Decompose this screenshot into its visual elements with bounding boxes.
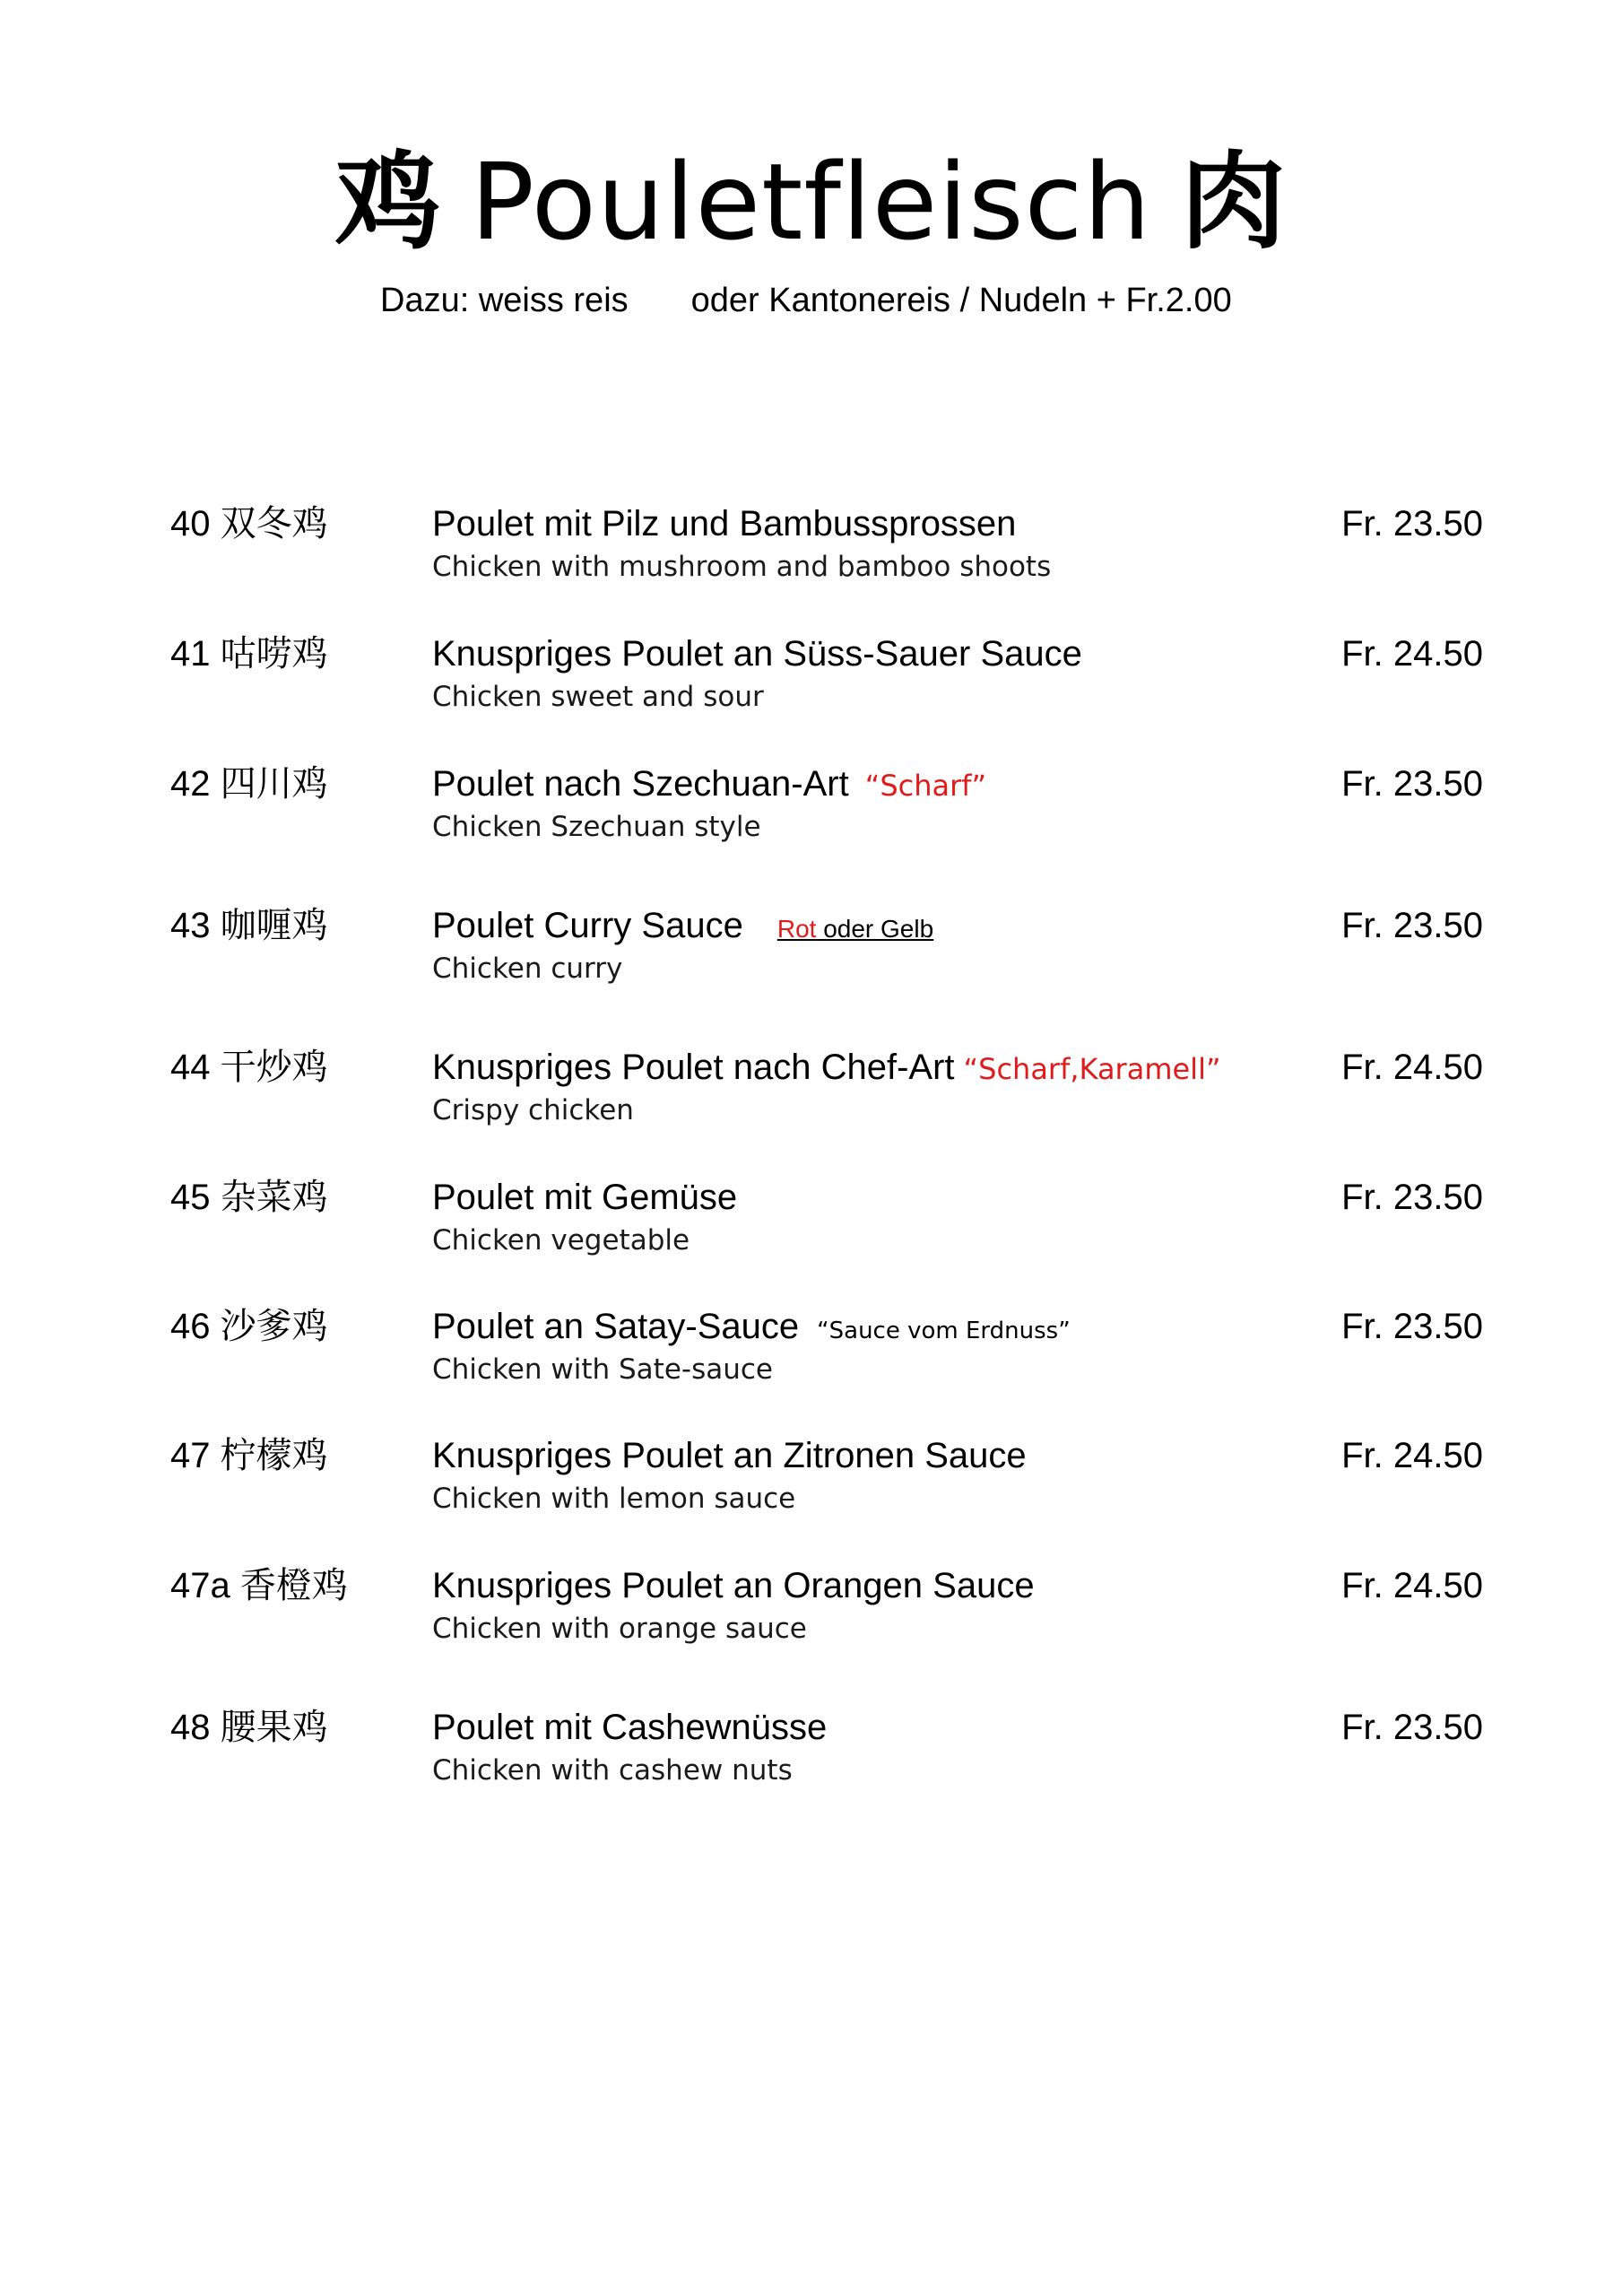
item-price: Fr. 24.50 bbox=[1341, 1436, 1483, 1475]
item-name-german: Knuspriges Poulet an Zitronen Sauce bbox=[432, 1436, 1027, 1475]
item-number: 43 咖喱鸡 bbox=[170, 906, 328, 945]
item-name-german bbox=[432, 761, 986, 809]
subtitle-rice: Dazu: weiss reis bbox=[380, 282, 629, 319]
item-name-english: Crispy chicken bbox=[432, 1094, 634, 1126]
item-number: 46 沙爹鸡 bbox=[170, 1307, 328, 1346]
spicy-note: “Scharf,Karamell” bbox=[963, 1052, 1221, 1086]
item-price: Fr. 23.50 bbox=[1341, 1178, 1483, 1217]
title-chinese-meat: 肉 bbox=[1180, 140, 1288, 264]
item-number: 47 柠檬鸡 bbox=[170, 1436, 328, 1475]
item-price: Fr. 24.50 bbox=[1341, 1566, 1483, 1605]
item-name-german bbox=[432, 1044, 1221, 1092]
item-price: Fr. 23.50 bbox=[1341, 1307, 1483, 1346]
menu-item bbox=[0, 1303, 1622, 1402]
item-number: 44 干炒鸡 bbox=[170, 1048, 328, 1087]
item-name-english: Chicken with orange sauce bbox=[432, 1613, 807, 1645]
menu-item bbox=[0, 631, 1622, 729]
page-title bbox=[335, 135, 1287, 269]
item-name-english: Chicken with Sate-sauce bbox=[432, 1353, 773, 1386]
item-price: Fr. 24.50 bbox=[1341, 634, 1483, 674]
item-number: 48 腰果鸡 bbox=[170, 1708, 328, 1747]
curry-color-note bbox=[777, 915, 933, 943]
item-name-english: Chicken Szechuan style bbox=[432, 811, 761, 843]
item-name-german bbox=[432, 1303, 1071, 1354]
item-name-german: Knuspriges Poulet an Orangen Sauce bbox=[432, 1566, 1035, 1605]
item-name-text: Poulet an Satay-Sauce bbox=[432, 1307, 800, 1346]
item-number: 47a 香橙鸡 bbox=[170, 1566, 348, 1605]
item-name-english: Chicken vegetable bbox=[432, 1224, 690, 1257]
item-name-english: Chicken curry bbox=[432, 952, 623, 985]
item-name-text: Knuspriges Poulet nach Chef-Art bbox=[432, 1048, 955, 1087]
item-name-german: Poulet mit Gemüse bbox=[432, 1178, 738, 1217]
subtitle-alternatives: oder Kantonereis / Nudeln + Fr.2.00 bbox=[690, 282, 1232, 319]
item-name-text: Poulet Curry Sauce bbox=[432, 906, 743, 945]
item-name-english: Chicken with cashew nuts bbox=[432, 1754, 793, 1787]
item-name-german: Poulet mit Pilz und Bambussprossen bbox=[432, 504, 1017, 544]
menu-item bbox=[0, 1562, 1622, 1661]
item-number: 41 咕唠鸡 bbox=[170, 634, 328, 674]
item-number: 42 四川鸡 bbox=[170, 764, 328, 804]
curry-option-red: Rot bbox=[776, 915, 817, 943]
item-name-english: Chicken with lemon sauce bbox=[432, 1483, 796, 1515]
item-name-german: Knuspriges Poulet an Süss-Sauer Sauce bbox=[432, 634, 1082, 674]
page-subtitle bbox=[380, 278, 1232, 323]
title-text: Pouletfleisch bbox=[470, 140, 1152, 264]
item-price: Fr. 23.50 bbox=[1341, 1708, 1483, 1747]
menu-item bbox=[0, 1174, 1622, 1273]
item-name-text: Poulet nach Szechuan-Art bbox=[432, 764, 849, 804]
page-header bbox=[0, 135, 1622, 269]
item-number: 40 双冬鸡 bbox=[170, 504, 328, 544]
title-chinese-chicken: 鸡 bbox=[334, 140, 442, 264]
curry-option-yellow: oder Gelb bbox=[816, 915, 934, 943]
menu-item bbox=[0, 1432, 1622, 1531]
spicy-note: “Scharf” bbox=[864, 769, 987, 803]
menu-item bbox=[0, 500, 1622, 599]
item-price: Fr. 24.50 bbox=[1341, 1048, 1483, 1087]
menu-item bbox=[0, 1704, 1622, 1803]
menu-item bbox=[0, 902, 1622, 1001]
item-name-german: Poulet mit Cashewnüsse bbox=[432, 1708, 828, 1747]
item-name-german bbox=[432, 902, 933, 952]
item-price: Fr. 23.50 bbox=[1341, 764, 1483, 804]
menu-item bbox=[0, 1044, 1622, 1143]
sauce-note: “Sauce vom Erdnuss” bbox=[817, 1318, 1071, 1344]
menu-item bbox=[0, 761, 1622, 859]
item-price: Fr. 23.50 bbox=[1341, 906, 1483, 945]
item-name-english: Chicken with mushroom and bamboo shoots bbox=[432, 551, 1052, 583]
item-number: 45 杂菜鸡 bbox=[170, 1178, 328, 1217]
item-price: Fr. 23.50 bbox=[1341, 504, 1483, 544]
item-name-english: Chicken sweet and sour bbox=[432, 681, 764, 713]
